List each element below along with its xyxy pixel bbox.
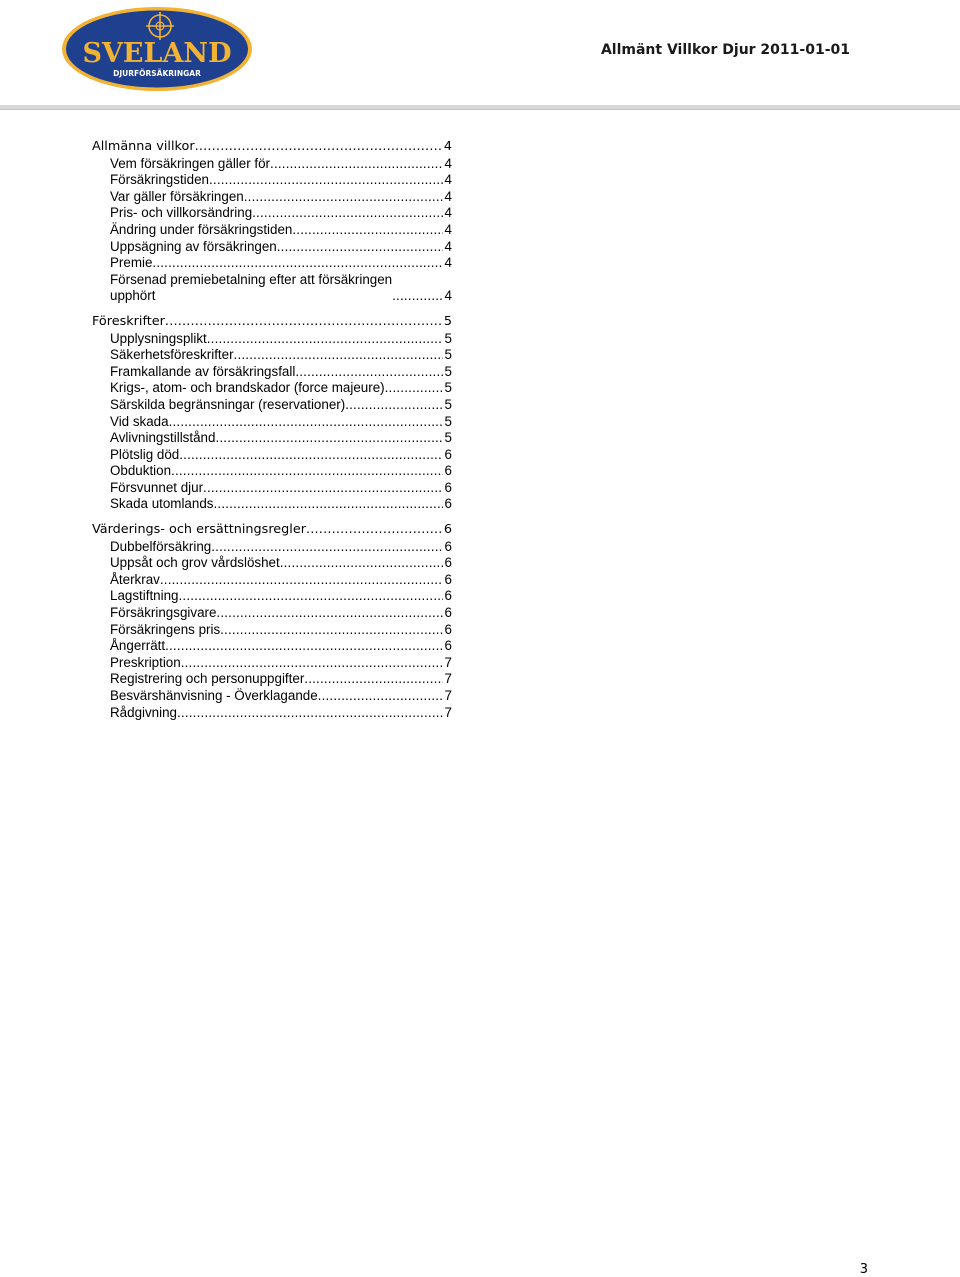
toc-page-number: 6 xyxy=(444,571,452,587)
dot-leader xyxy=(270,156,443,173)
dot-leader xyxy=(179,447,442,464)
dot-leader xyxy=(392,288,442,305)
dot-leader xyxy=(203,480,443,497)
table-of-contents xyxy=(92,139,452,730)
toc-entry-label: Försvunnet djur xyxy=(110,479,204,495)
toc-page-number: 6 xyxy=(444,588,452,604)
toc-entry-label: Försäkringens pris xyxy=(110,621,221,637)
sveland-logo xyxy=(60,5,255,93)
toc-page-number: 7 xyxy=(444,704,452,720)
toc-entry[interactable] xyxy=(92,272,452,305)
dot-leader xyxy=(280,555,443,572)
toc-page-number: 6 xyxy=(444,605,452,621)
toc-entry-label-line: Försenad premiebetalning efter att försäkringen xyxy=(110,271,393,287)
toc-page-number: 7 xyxy=(444,671,452,687)
toc-heading-label: Allmänna villkor xyxy=(92,139,195,154)
dot-leader xyxy=(207,331,443,348)
toc-entry-label: Särskilda begränsningar (reservationer) xyxy=(110,396,346,412)
toc-entry-label: Avlivningstillstånd xyxy=(110,430,216,446)
toc-entry-label: Återkrav xyxy=(110,571,160,587)
toc-entry[interactable] xyxy=(92,671,452,688)
dot-leader xyxy=(165,638,442,655)
toc-entry[interactable] xyxy=(92,172,452,189)
toc-entry-label: Var gäller försäkringen xyxy=(110,188,244,204)
toc-entry-label-line: upphört xyxy=(110,288,156,304)
toc-page-number: 6 xyxy=(444,479,452,495)
dot-leader xyxy=(169,414,443,431)
toc-entry[interactable] xyxy=(92,605,452,622)
dot-leader xyxy=(252,205,442,222)
dot-leader xyxy=(171,463,443,480)
toc-entry[interactable] xyxy=(92,555,452,572)
dot-leader xyxy=(213,496,442,513)
toc-heading[interactable] xyxy=(92,522,452,539)
toc-page-number: 4 xyxy=(444,188,452,204)
toc-page-number: 6 xyxy=(444,496,452,512)
toc-entry[interactable] xyxy=(92,347,452,364)
toc-entry[interactable] xyxy=(92,496,452,513)
toc-entry[interactable] xyxy=(92,638,452,655)
toc-entry[interactable] xyxy=(92,364,452,381)
dot-leader xyxy=(318,688,443,705)
toc-page-number: 6 xyxy=(444,538,452,554)
toc-page-number: 6 xyxy=(444,638,452,654)
toc-page-number: 4 xyxy=(444,288,452,304)
toc-heading[interactable] xyxy=(92,314,452,331)
toc-heading-label: Värderings- och ersättningsregler xyxy=(92,522,306,538)
toc-page-number: 5 xyxy=(444,430,452,446)
toc-entry-label: Vid skada xyxy=(110,413,169,429)
toc-entry[interactable] xyxy=(92,239,452,256)
toc-entry[interactable] xyxy=(92,655,452,672)
dot-leader xyxy=(304,671,442,688)
toc-entry[interactable] xyxy=(92,622,452,639)
toc-page-number: 6 xyxy=(444,463,452,479)
toc-page-number: 5 xyxy=(444,396,452,412)
toc-entry[interactable] xyxy=(92,572,452,589)
toc-entry[interactable] xyxy=(92,189,452,206)
dot-leader xyxy=(211,539,442,556)
toc-page-number: 4 xyxy=(444,255,452,271)
dot-leader xyxy=(209,172,443,189)
toc-page-number: 4 xyxy=(443,139,452,154)
dot-leader xyxy=(345,397,442,414)
dot-leader xyxy=(179,588,443,605)
toc-page-number: 5 xyxy=(444,413,452,429)
toc-entry-label: Ändring under försäkringstiden xyxy=(110,221,293,237)
toc-page-number: 5 xyxy=(444,380,452,396)
toc-entry[interactable] xyxy=(92,156,452,173)
toc-entry[interactable] xyxy=(92,539,452,556)
toc-page-number: 4 xyxy=(444,238,452,254)
header-divider xyxy=(0,105,960,110)
toc-page-number: 6 xyxy=(443,522,452,538)
toc-page-number: 4 xyxy=(444,155,452,171)
toc-entry[interactable] xyxy=(92,397,452,414)
toc-heading[interactable] xyxy=(92,139,452,156)
dot-leader xyxy=(295,364,442,381)
dot-leader xyxy=(244,189,443,206)
dot-leader xyxy=(292,222,442,239)
dot-leader xyxy=(165,314,442,331)
toc-entry-label: Försäkringsgivare xyxy=(110,605,217,621)
toc-page-number: 5 xyxy=(444,347,452,363)
toc-entry[interactable] xyxy=(92,480,452,497)
toc-entry[interactable] xyxy=(92,414,452,431)
toc-page-number: 4 xyxy=(444,172,452,188)
toc-entry-label: Ångerrätt xyxy=(110,638,166,654)
toc-entry-label xyxy=(110,272,392,305)
toc-section xyxy=(92,522,452,721)
toc-page-number: 6 xyxy=(444,621,452,637)
dot-leader xyxy=(215,430,442,447)
toc-entry-label: Premie xyxy=(110,255,153,271)
toc-entry-label: Lagstiftning xyxy=(110,588,179,604)
dot-leader xyxy=(177,705,443,722)
toc-entry[interactable] xyxy=(92,380,452,397)
toc-entry-label: Uppsägning av försäkringen xyxy=(110,238,277,254)
toc-entry[interactable] xyxy=(92,688,452,705)
toc-entry[interactable] xyxy=(92,255,452,272)
dot-leader xyxy=(181,655,443,672)
dot-leader xyxy=(152,255,442,272)
toc-entry-label: Skada utomlands xyxy=(110,496,214,512)
dot-leader xyxy=(160,572,443,589)
logo-wordmark: SVELAND xyxy=(82,38,232,69)
toc-page-number: 7 xyxy=(444,654,452,670)
toc-section xyxy=(92,314,452,513)
toc-entry-label: Upplysningsplikt xyxy=(110,330,207,346)
toc-entry[interactable] xyxy=(92,588,452,605)
toc-entry-label: Rådgivning xyxy=(110,704,177,720)
toc-entry-label: Registrering och personuppgifter xyxy=(110,671,305,687)
toc-page-number: 5 xyxy=(443,313,452,329)
dot-leader xyxy=(385,380,443,397)
toc-entry-label: Plötslig död xyxy=(110,446,180,462)
toc-entry-label: Uppsåt och grov vårdslöshet xyxy=(110,555,280,571)
toc-page-number: 6 xyxy=(444,555,452,571)
toc-page-number: 6 xyxy=(444,446,452,462)
toc-entry-label: Försäkringstiden xyxy=(110,172,209,188)
toc-entry-label: Dubbelförsäkring xyxy=(110,538,212,554)
page-number: 3 xyxy=(859,1262,868,1277)
dot-leader xyxy=(306,522,442,539)
toc-entry[interactable] xyxy=(92,463,452,480)
toc-entry[interactable] xyxy=(92,222,452,239)
toc-entry-label: Framkallande av försäkringsfall xyxy=(110,363,296,379)
toc-entry[interactable] xyxy=(92,430,452,447)
dot-leader xyxy=(234,347,443,364)
toc-entry-label: Preskription xyxy=(110,654,181,670)
toc-page-number: 5 xyxy=(444,330,452,346)
toc-entry[interactable] xyxy=(92,205,452,222)
toc-entry-label: Obduktion xyxy=(110,463,172,479)
toc-section xyxy=(92,139,452,305)
dot-leader xyxy=(277,239,443,256)
dot-leader xyxy=(220,622,442,639)
toc-entry-label: Pris- och villkorsändring xyxy=(110,205,253,221)
toc-entry[interactable] xyxy=(92,447,452,464)
toc-page-number: 7 xyxy=(444,688,452,703)
dot-leader xyxy=(195,139,442,156)
dot-leader xyxy=(216,605,442,622)
logo-subtext: DJURFÖRSÄKRINGAR xyxy=(113,69,201,78)
toc-page-number: 4 xyxy=(444,205,452,221)
toc-heading-label: Föreskrifter xyxy=(92,313,165,329)
toc-entry-label: Krigs-, atom- och brandskador (force majeure) xyxy=(110,380,385,396)
toc-page-number: 5 xyxy=(444,363,452,379)
toc-page-number: 4 xyxy=(444,221,452,237)
toc-entry[interactable] xyxy=(92,331,452,348)
toc-entry[interactable] xyxy=(92,705,452,722)
document-title: Allmänt Villkor Djur 2011-01-01 xyxy=(600,42,850,58)
toc-entry-label: Vem försäkringen gäller för xyxy=(110,155,271,171)
toc-entry-label: Besvärshänvisning - Överklagande xyxy=(110,688,318,703)
toc-entry-label: Säkerhetsföreskrifter xyxy=(110,347,234,363)
page-header xyxy=(0,0,960,108)
